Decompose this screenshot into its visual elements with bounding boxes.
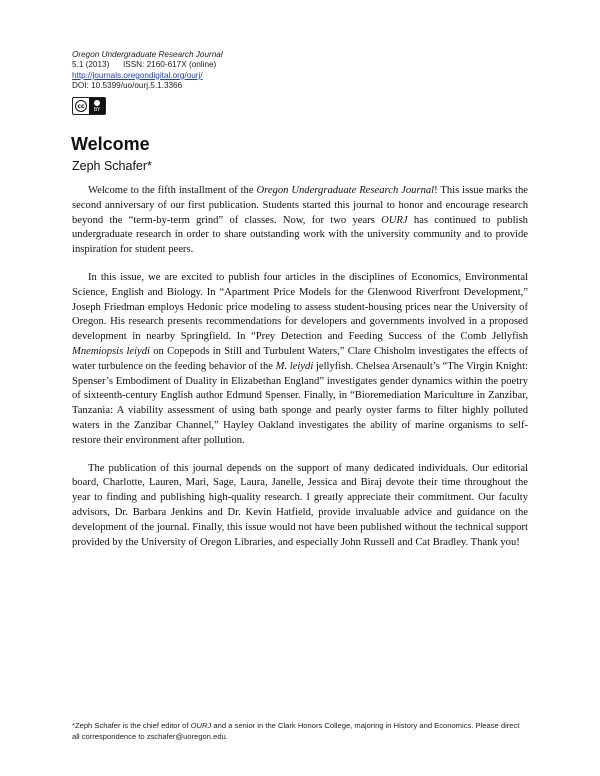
by-attribution-icon: BY [89, 98, 105, 114]
p2-text-a: In this issue, we are excited to publish four articles in the disciplines of Economics, Environmental Science, English and Biology. In “Apartment Price Models for the Glenwood Riverfront Development,” Joseph Friedman employs Hedonic price modeling to assess student-housing prices near the University of Oregon. His research presents recommendations for developers and governments involved in a proposed development in nearby Springfield. In “Prey Detection and Feeding Success of the Comb Jellyfish [72, 271, 528, 343]
paragraph-1 [72, 184, 528, 258]
paragraph-2 [72, 271, 528, 449]
article-author: Zeph Schafer* [72, 159, 152, 173]
journal-name-italic: Oregon Undergraduate Research Journal [256, 185, 435, 196]
cc-by-license-badge[interactable] [72, 97, 106, 115]
journal-name: Oregon Undergraduate Research Journal [72, 50, 223, 59]
cc-icon: cc [75, 100, 87, 112]
paragraph-3: The publication of this journal depends on the support of many dedicated individuals. Our editorial board, Charlotte, Lauren, Mari, Sage, Laura, Janelle, Jessica and Biraj devote their time throughout the year to finding and publishing high-quality research. I greatly appreciate their commitment. Our faculty advisors, Dr. Barbara Jenkins and Dr. Kevin Hatfield, provide invaluable advice and guidance on the development of the journal. Finally, this issue would not have been published without the technical support provided by the University of Oregon Libraries, and especially John Russell and Cat Bradley. Thank you! [72, 462, 528, 548]
article-title: Welcome [71, 134, 150, 154]
p1-text-c: ! This issue marks the second anniversary of our first publication. Students started this journal to honor and encourage research beyond the “term-by-term grind” of classes. Now, for two years [72, 185, 529, 226]
species-abbrev-italic: M. leiydi [275, 360, 314, 372]
doi: DOI: 10.5399/uo/ourj.5.1.3366 [72, 81, 183, 91]
p2-text-e: jellyfish. Chelsea Arsenault’s “The Virgin Knight: Spenser’s Embodiment of Duality in Elizabethan England” investigates gender dynamics within the poetry of sixteenth-century English author Edmund Spenser. Finally, in “Bioremediation Mariculture in Zanzibar, Tanzania: A viability assessment of using bath sponge and pearly oyster farms to filter highly polluted waters in the Zanzibar Channel,” Hayley Oakland investigates the ability of marine organisms to self-restore their environment after pollution. [72, 360, 528, 446]
footnote-text-a: *Zeph Schafer is the chief editor of [72, 721, 191, 730]
footnote-ourj-italic: OURJ [190, 721, 212, 730]
footnote-text-c: and a senior in the Clark Honors College, majoring in History and Economics. Please direct all correspondence to zschafer@uoregon.edu. [72, 721, 520, 741]
issue-issn: 5.1 (2013) ISSN: 2160-617X (online) [72, 60, 217, 70]
p1-text-e: has continued to publish undergraduate research in order to share outstanding work with the university community and to provide inspiration for student peers. [72, 214, 528, 256]
p2-text-c: on Copepods in Still and Turbulent Waters,” Clare Chisholm investigates the effects of water turbulence on the feeding behavior of the [72, 345, 528, 372]
journal-url-link[interactable]: http://journals.oregondigital.org/ourj/ [72, 70, 203, 80]
article-body [72, 184, 528, 563]
species-name-italic: Mnemiopsis leiydi [72, 345, 150, 357]
journal-header [72, 50, 372, 92]
ourj-italic: OURJ [381, 214, 408, 226]
author-footnote [72, 720, 528, 742]
p1-text-a: Welcome to the fifth installment of the [88, 185, 257, 196]
